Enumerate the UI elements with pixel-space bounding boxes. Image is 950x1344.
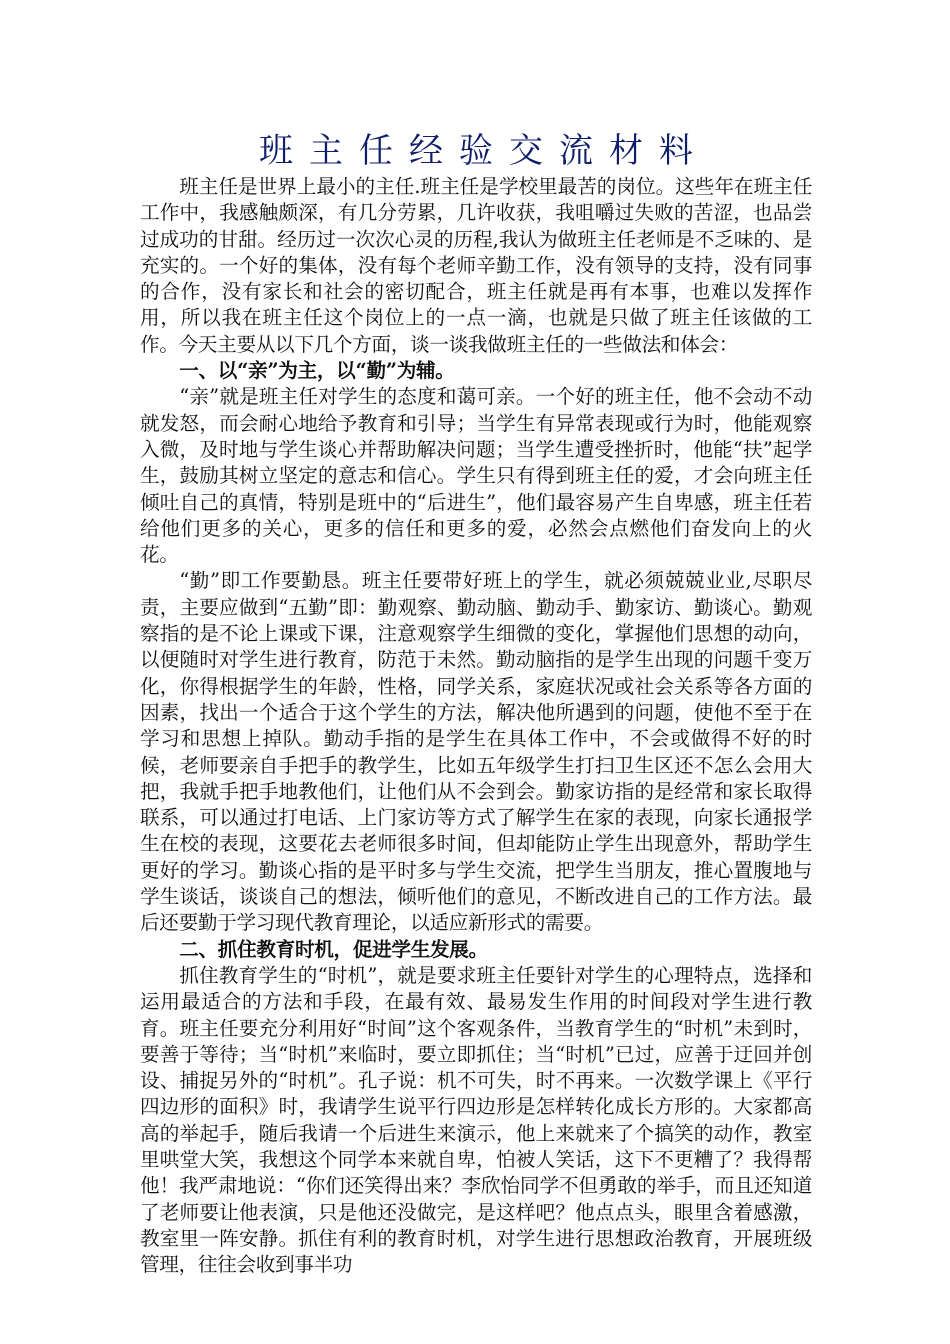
paragraph-timing: 抓住教育学生的“时机”，就是要求班主任要针对学生的心理特点，选择和运用最适合的方法和手段，在最有效、最易发生作用的时间段对学生进行教育。班主任要充分利用好“时间”这个客观条件，当教育学生的“时机”未到时，要善于等待；当“时机”来临时，要立即抓住；当“时机”已过，应善于迂回并创设、捕捉另外的“时机”。孔子说：机不可失，时不再来。一次数学课上《平行四边形的面积》时，我请学生说平行四边形是怎样转化成长方形的。大家都高高的举起手，随后我请一个后进生来演示，他上来就来了个搞笑的动作，教室里哄堂大笑，我想这个同学本来就自卑，怕被人笑话，这下不更糟了？我得帮他！我严肃地说：“你们还笑得出来？李欣怡同学不但勇敢的举手，而且还知道了老师要让他表演，只是他还没做完，是这样吧？他点点头，眼里含着感激，教室里一阵安静。抓住有利的教育时机，对学生进行思想政治教育，开展班级管理，往往会收到事半功	[140, 963, 812, 1277]
paragraph-qin: “亲”就是班主任对学生的态度和蔼可亲。一个好的班主任，他不会动不动就发怒，而会耐心地给予教育和引导；当学生有异常表现或行为时，他能观察入微，及时地与学生谈心并帮助解决问题；当学生遭受挫折时，他能“扶”起学生，鼓励其树立坚定的意志和信心。学生只有得到班主任的爱，才会向班主任倾吐自己的真情，特别是班中的“后进生”，他们最容易产生自卑感，班主任若给他们更多的关心，更多的信任和更多的爱，必然会点燃他们奋发向上的火花。	[140, 385, 812, 567]
document-page	[140, 128, 812, 1278]
document-title: 班主任经验交流材料	[259, 131, 709, 171]
paragraph-qin-diligence: “勤”即工作要勤恳。班主任要带好班上的学生，就必须兢兢业业,尽职尽责，主要应做到“五勤”即：勤观察、勤动脑、勤动手、勤家访、勤谈心。勤观察指的是不论上课或下课，注意观察学生细微的变化，掌握他们思想的动向，以便随时对学生进行教育，防范于未然。勤动脑指的是学生出现的问题千变万化，你得根据学生的年龄，性格，同学关系，家庭状况或社会关系等各方面的因素，找出一个适合于这个学生的方法，解决他所遇到的问题，使他不至于在学习和思想上掉队。勤动手指的是学生在具体工作中，不会或做得不好的时候，老师要亲自手把手的教学生，比如五年级学生打扫卫生区还不怎么会用大把，我就手把手地教他们，让他们从不会到会。勤家访指的是经常和家长取得联系，可以通过打电话、上门家访等方式了解学生在家的表现，向家长通报学生在校的表现，这要花去老师很多时间，但却能防止学生出现意外，帮助学生更好的学习。勤谈心指的是平时多与学生交流，把学生当朋友，推心置腹地与学生谈话，谈谈自己的想法，倾听他们的意见，不断改进自己的工作方法。最后还要勤于学习现代教育理论，以适应新形式的需要。	[140, 569, 812, 935]
intro-paragraph: 班主任是世界上最小的主任.班主任是学校里最苦的岗位。这些年在班主任工作中，我感触颇深，有几分劳累，几许收获，我咀嚼过失败的苦涩，也品尝过成功的甘甜。经历过一次次心灵的历程,我认为做班主任老师是不乏味的、是充实的。一个好的集体，没有每个老师辛勤工作，没有领导的支持，没有同事的合作，没有家长和社会的密切配合，班主任就是再有本事，也难以发挥作用，所以我在班主任这个岗位上的一点一滴，也就是只做了班主任该做的工作。今天主要从以下几个方面，谈一谈我做班主任的一些做法和体会：	[140, 175, 812, 356]
section-heading-1: 一、以“亲”为主，以“勤”为辅。	[179, 359, 455, 383]
section-heading-2: 二、抓住教育时机，促进学生发展。	[179, 937, 488, 961]
